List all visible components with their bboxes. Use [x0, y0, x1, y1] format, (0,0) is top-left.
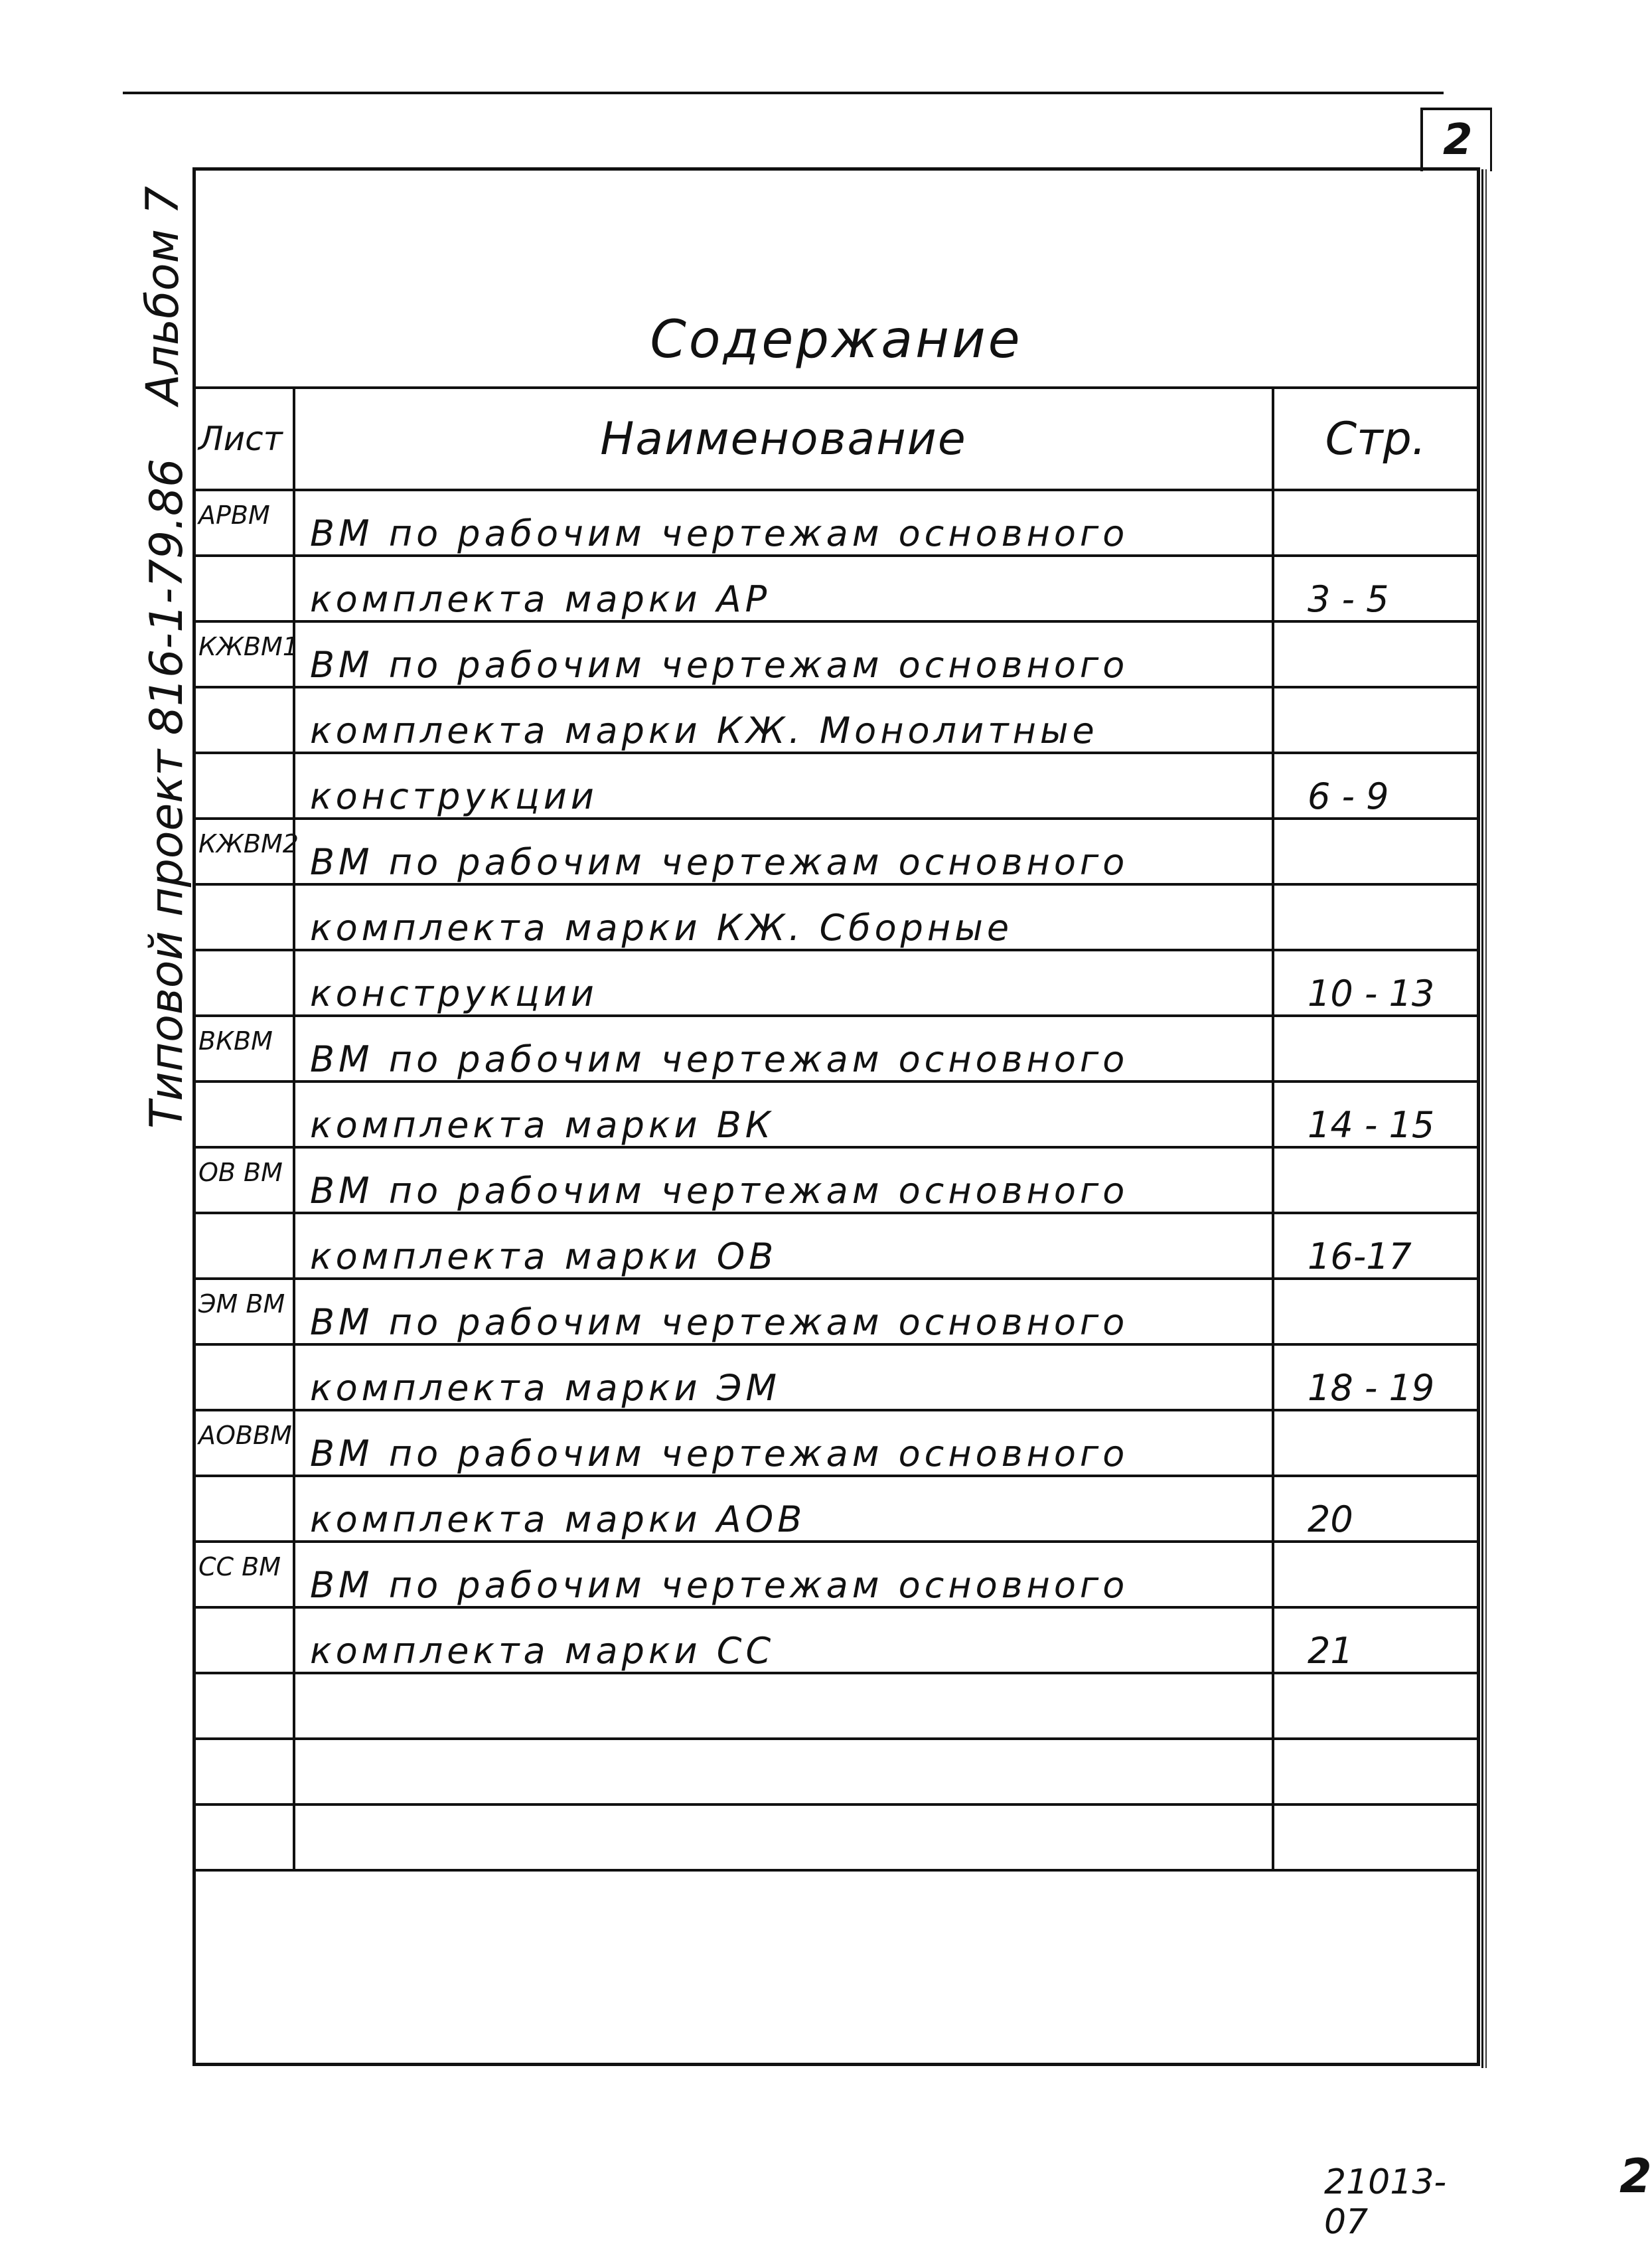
- table-header: [196, 388, 1477, 490]
- header-page: Стр.: [1273, 388, 1477, 490]
- row-page-range: [1273, 490, 1477, 556]
- table-row: [196, 753, 1477, 819]
- row-page-range: [1273, 819, 1477, 884]
- table-row: [196, 621, 1477, 687]
- row-name: ВМ по рабочим чертежам основного: [294, 621, 1273, 687]
- row-page-range: 3 - 5: [1273, 556, 1477, 621]
- project-label: Типовой проект 816-1-79.86: [141, 458, 193, 1129]
- table-row: [196, 1739, 1477, 1804]
- row-sheet-code: КЖВМ2: [196, 819, 294, 884]
- top-rule: [123, 92, 1444, 94]
- table-row: [196, 1344, 1477, 1410]
- row-name: комплекта марки ОВ: [294, 1213, 1273, 1279]
- row-name: ВМ по рабочим чертежам основного: [294, 1147, 1273, 1213]
- row-name: ВМ по рабочим чертежам основного: [294, 1542, 1273, 1607]
- row-sheet-code: СС ВМ: [196, 1542, 294, 1607]
- page-number-box: [1420, 108, 1492, 171]
- table-row: [196, 1147, 1477, 1213]
- row-sheet-code: [196, 753, 294, 819]
- row-page-range: [1273, 1410, 1477, 1476]
- table-row: [196, 819, 1477, 884]
- footer-page-number: 2: [1619, 2149, 1652, 2203]
- row-page-range: [1273, 1673, 1477, 1739]
- table-row: [196, 950, 1477, 1016]
- row-page-range: 6 - 9: [1273, 753, 1477, 819]
- row-page-range: 14 - 15: [1273, 1081, 1477, 1147]
- album-label: Альбом 7: [137, 186, 189, 405]
- row-sheet-code: [196, 1081, 294, 1147]
- row-sheet-code: [196, 1673, 294, 1739]
- row-name: конструкции: [294, 753, 1273, 819]
- row-sheet-code: ВКВМ: [196, 1016, 294, 1081]
- row-sheet-code: КЖВМ1: [196, 621, 294, 687]
- row-sheet-code: [196, 950, 294, 1016]
- table-row: [196, 1279, 1477, 1344]
- row-name: комплекта марки АОВ: [294, 1476, 1273, 1542]
- table-row: [196, 1476, 1477, 1542]
- row-page-range: 20: [1273, 1476, 1477, 1542]
- row-name: комплекта марки ВК: [294, 1081, 1273, 1147]
- row-sheet-code: [196, 884, 294, 950]
- table-row: [196, 687, 1477, 753]
- row-page-range: 10 - 13: [1273, 950, 1477, 1016]
- row-name: комплекта марки СС: [294, 1607, 1273, 1673]
- row-name: комплекта марки КЖ. Сборные: [294, 884, 1273, 950]
- page-title: Содержание: [650, 310, 1023, 370]
- row-name: комплекта марки КЖ. Монолитные: [294, 687, 1273, 753]
- row-name: [294, 1804, 1273, 1870]
- row-page-range: [1273, 884, 1477, 950]
- row-sheet-code: [196, 1476, 294, 1542]
- row-sheet-code: ОВ ВМ: [196, 1147, 294, 1213]
- table-row: [196, 1081, 1477, 1147]
- row-page-range: 16-17: [1273, 1213, 1477, 1279]
- document-frame: [192, 167, 1652, 2242]
- row-sheet-code: [196, 1213, 294, 1279]
- table-row: [196, 1804, 1477, 1870]
- row-name: комплекта марки ЭМ: [294, 1344, 1273, 1410]
- row-name: ВМ по рабочим чертежам основного: [294, 819, 1273, 884]
- row-sheet-code: [196, 1804, 294, 1870]
- footer-code: 21013-07: [1324, 2162, 1447, 2242]
- row-name: комплекта марки АР: [294, 556, 1273, 621]
- row-name: конструкции: [294, 950, 1273, 1016]
- table-row: [196, 1016, 1477, 1081]
- row-name: ВМ по рабочим чертежам основного: [294, 490, 1273, 556]
- row-name: ВМ по рабочим чертежам основного: [294, 1016, 1273, 1081]
- table-row: [196, 1542, 1477, 1607]
- row-page-range: [1273, 621, 1477, 687]
- table-row: [196, 884, 1477, 950]
- row-sheet-code: ЭМ ВМ: [196, 1279, 294, 1344]
- table-row: [196, 1213, 1477, 1279]
- row-name: [294, 1673, 1273, 1739]
- table-row: [196, 556, 1477, 621]
- table-row: [196, 1607, 1477, 1673]
- table-row: [196, 1410, 1477, 1476]
- table-row: [196, 1673, 1477, 1739]
- row-sheet-code: [196, 687, 294, 753]
- header-sheet: Лист: [196, 388, 294, 490]
- row-page-range: 21: [1273, 1607, 1477, 1673]
- row-name: [294, 1739, 1273, 1804]
- row-page-range: [1273, 1739, 1477, 1804]
- row-page-range: [1273, 687, 1477, 753]
- row-sheet-code: АОВВМ: [196, 1410, 294, 1476]
- contents-table: [196, 386, 1477, 1872]
- row-page-range: [1273, 1542, 1477, 1607]
- row-page-range: [1273, 1804, 1477, 1870]
- row-name: ВМ по рабочим чертежам основного: [294, 1279, 1273, 1344]
- row-page-range: [1273, 1147, 1477, 1213]
- row-sheet-code: [196, 556, 294, 621]
- frame-edge: [1481, 169, 1487, 2068]
- header-name: Наименование: [294, 388, 1273, 490]
- row-page-range: [1273, 1016, 1477, 1081]
- table-row: [196, 490, 1477, 556]
- row-name: ВМ по рабочим чертежам основного: [294, 1410, 1273, 1476]
- row-page-range: 18 - 19: [1273, 1344, 1477, 1410]
- row-sheet-code: [196, 1739, 294, 1804]
- row-sheet-code: АРВМ: [196, 490, 294, 556]
- page-number-top: 2: [1443, 116, 1473, 165]
- row-sheet-code: [196, 1344, 294, 1410]
- row-sheet-code: [196, 1607, 294, 1673]
- row-page-range: [1273, 1279, 1477, 1344]
